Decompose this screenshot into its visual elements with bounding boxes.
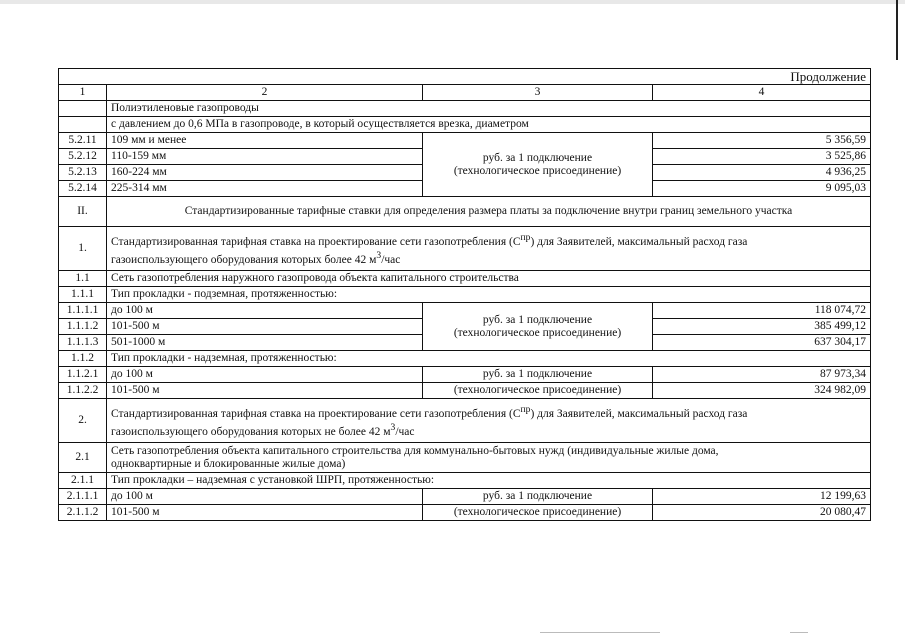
row-name: 501-1000 м [107, 335, 423, 351]
header-row [59, 85, 871, 101]
scan-right-mark [890, 0, 905, 60]
scan-artifact [540, 632, 660, 633]
table-row [59, 489, 871, 505]
unit-line-2: (технологическое присоединение) [423, 383, 653, 399]
row-value: 324 982,09 [653, 383, 871, 399]
table-row [59, 133, 871, 149]
row-number: 2.1.1 [59, 473, 107, 489]
row-value: 20 080,47 [653, 505, 871, 521]
row-name: 109 мм и менее [107, 133, 423, 149]
row-name: до 100 м [107, 303, 423, 319]
row-value: 637 304,17 [653, 335, 871, 351]
row-name: Тип прокладки - подземная, протяженностью: [107, 287, 871, 303]
section-number: II. [59, 197, 107, 227]
row-value: 118 074,72 [653, 303, 871, 319]
row-number: 1.1.2.1 [59, 367, 107, 383]
row-number: 1.1 [59, 271, 107, 287]
col-header-3: 3 [423, 85, 653, 101]
row-value: 3 525,86 [653, 149, 871, 165]
row-number: 1. [59, 227, 107, 271]
unit-line-1: руб. за 1 подключение [482, 313, 593, 326]
row-value: 5 356,59 [653, 133, 871, 149]
row-number: 5.2.11 [59, 133, 107, 149]
row-name: Сеть газопотребления объекта капитального строительства для коммунально-бытовых нужд (индивидуальные жилые дома, одноквартирные и блокированные жилые дома) [107, 443, 871, 473]
row-number: 1.1.1.3 [59, 335, 107, 351]
row-number: 5.2.12 [59, 149, 107, 165]
row-number: 1.1.1.2 [59, 319, 107, 335]
table-row [59, 351, 871, 367]
table-row [59, 383, 871, 399]
unit-line-2: (технологическое присоединение) [453, 164, 622, 177]
row-value: 4 936,25 [653, 165, 871, 181]
row-number: 1.1.2 [59, 351, 107, 367]
table-row [59, 473, 871, 489]
row-number: 5.2.13 [59, 165, 107, 181]
row-value: 9 095,03 [653, 181, 871, 197]
row-number: 2.1.1.2 [59, 505, 107, 521]
table-row [59, 287, 871, 303]
col-header-1: 1 [59, 85, 107, 101]
unit-line-1: руб. за 1 подключение [423, 489, 653, 505]
row-number: 5.2.14 [59, 181, 107, 197]
continuation-row [59, 69, 871, 85]
row-name: 160-224 мм [107, 165, 423, 181]
rate-description: Стандартизированная тарифная ставка на проектирование сети газопотребления $(С^{пр})$ для Заявителей, максимальный расход газа газоиспользующего оборудования которых более 42 $м^3$/час [107, 227, 871, 271]
row-name: 101-500 м [107, 383, 423, 399]
unit-line-1: руб. за 1 подключение [423, 367, 653, 383]
unit-line-2: (технологическое присоединение) [423, 505, 653, 521]
unit-line-2: (технологическое присоединение) [453, 326, 622, 339]
continuation-label: Продолжение [59, 69, 871, 85]
row-number: 1.1.2.2 [59, 383, 107, 399]
row-name: Сеть газопотребления наружного газопровода объекта капитального строительства [107, 271, 871, 287]
table-row [59, 505, 871, 521]
tariff-table [58, 68, 871, 521]
col-header-4: 4 [653, 85, 871, 101]
row-name: 110-159 мм [107, 149, 423, 165]
section-subtitle: с давлением до 0,6 МПа в газопроводе, в который осуществляется врезка, диаметром [107, 117, 871, 133]
table-row [59, 227, 871, 271]
section-title: Полиэтиленовые газопроводы [107, 101, 871, 117]
unit-cell [423, 133, 653, 197]
section-heading: Стандартизированные тарифные ставки для определения размера платы за подключение внутри границ земельного участка [107, 197, 871, 227]
row-name: 101-500 м [107, 505, 423, 521]
section-row [59, 197, 871, 227]
table-row [59, 399, 871, 443]
col-header-2: 2 [107, 85, 423, 101]
scan-artifact [790, 632, 808, 633]
row-name: до 100 м [107, 367, 423, 383]
row-name: 225-314 мм [107, 181, 423, 197]
row-value: 12 199,63 [653, 489, 871, 505]
row-number: 2.1.1.1 [59, 489, 107, 505]
table-row [59, 101, 871, 117]
table-row [59, 117, 871, 133]
unit-line-1: руб. за 1 подключение [482, 151, 593, 164]
row-number: 1.1.1.1 [59, 303, 107, 319]
rate-description: Стандартизированная тарифная ставка на проектирование сети газопотребления $(С^{пр})$ для Заявителей, максимальный расход газа газоиспользующего оборудования которых не более 42 $м^3$/час [107, 399, 871, 443]
row-name: Тип прокладки - надземная, протяженностью: [107, 351, 871, 367]
row-value: 87 973,34 [653, 367, 871, 383]
row-number: 2. [59, 399, 107, 443]
row-number: 1.1.1 [59, 287, 107, 303]
row-name: 101-500 м [107, 319, 423, 335]
row-number: 2.1 [59, 443, 107, 473]
row-value: 385 499,12 [653, 319, 871, 335]
table-row [59, 367, 871, 383]
row-name: Тип прокладки – надземная с установкой ШРП, протяженностью: [107, 473, 871, 489]
row-name: до 100 м [107, 489, 423, 505]
scan-top-edge [0, 0, 905, 4]
table-row [59, 443, 871, 473]
unit-cell [423, 303, 653, 351]
table-row [59, 303, 871, 319]
table-row [59, 271, 871, 287]
